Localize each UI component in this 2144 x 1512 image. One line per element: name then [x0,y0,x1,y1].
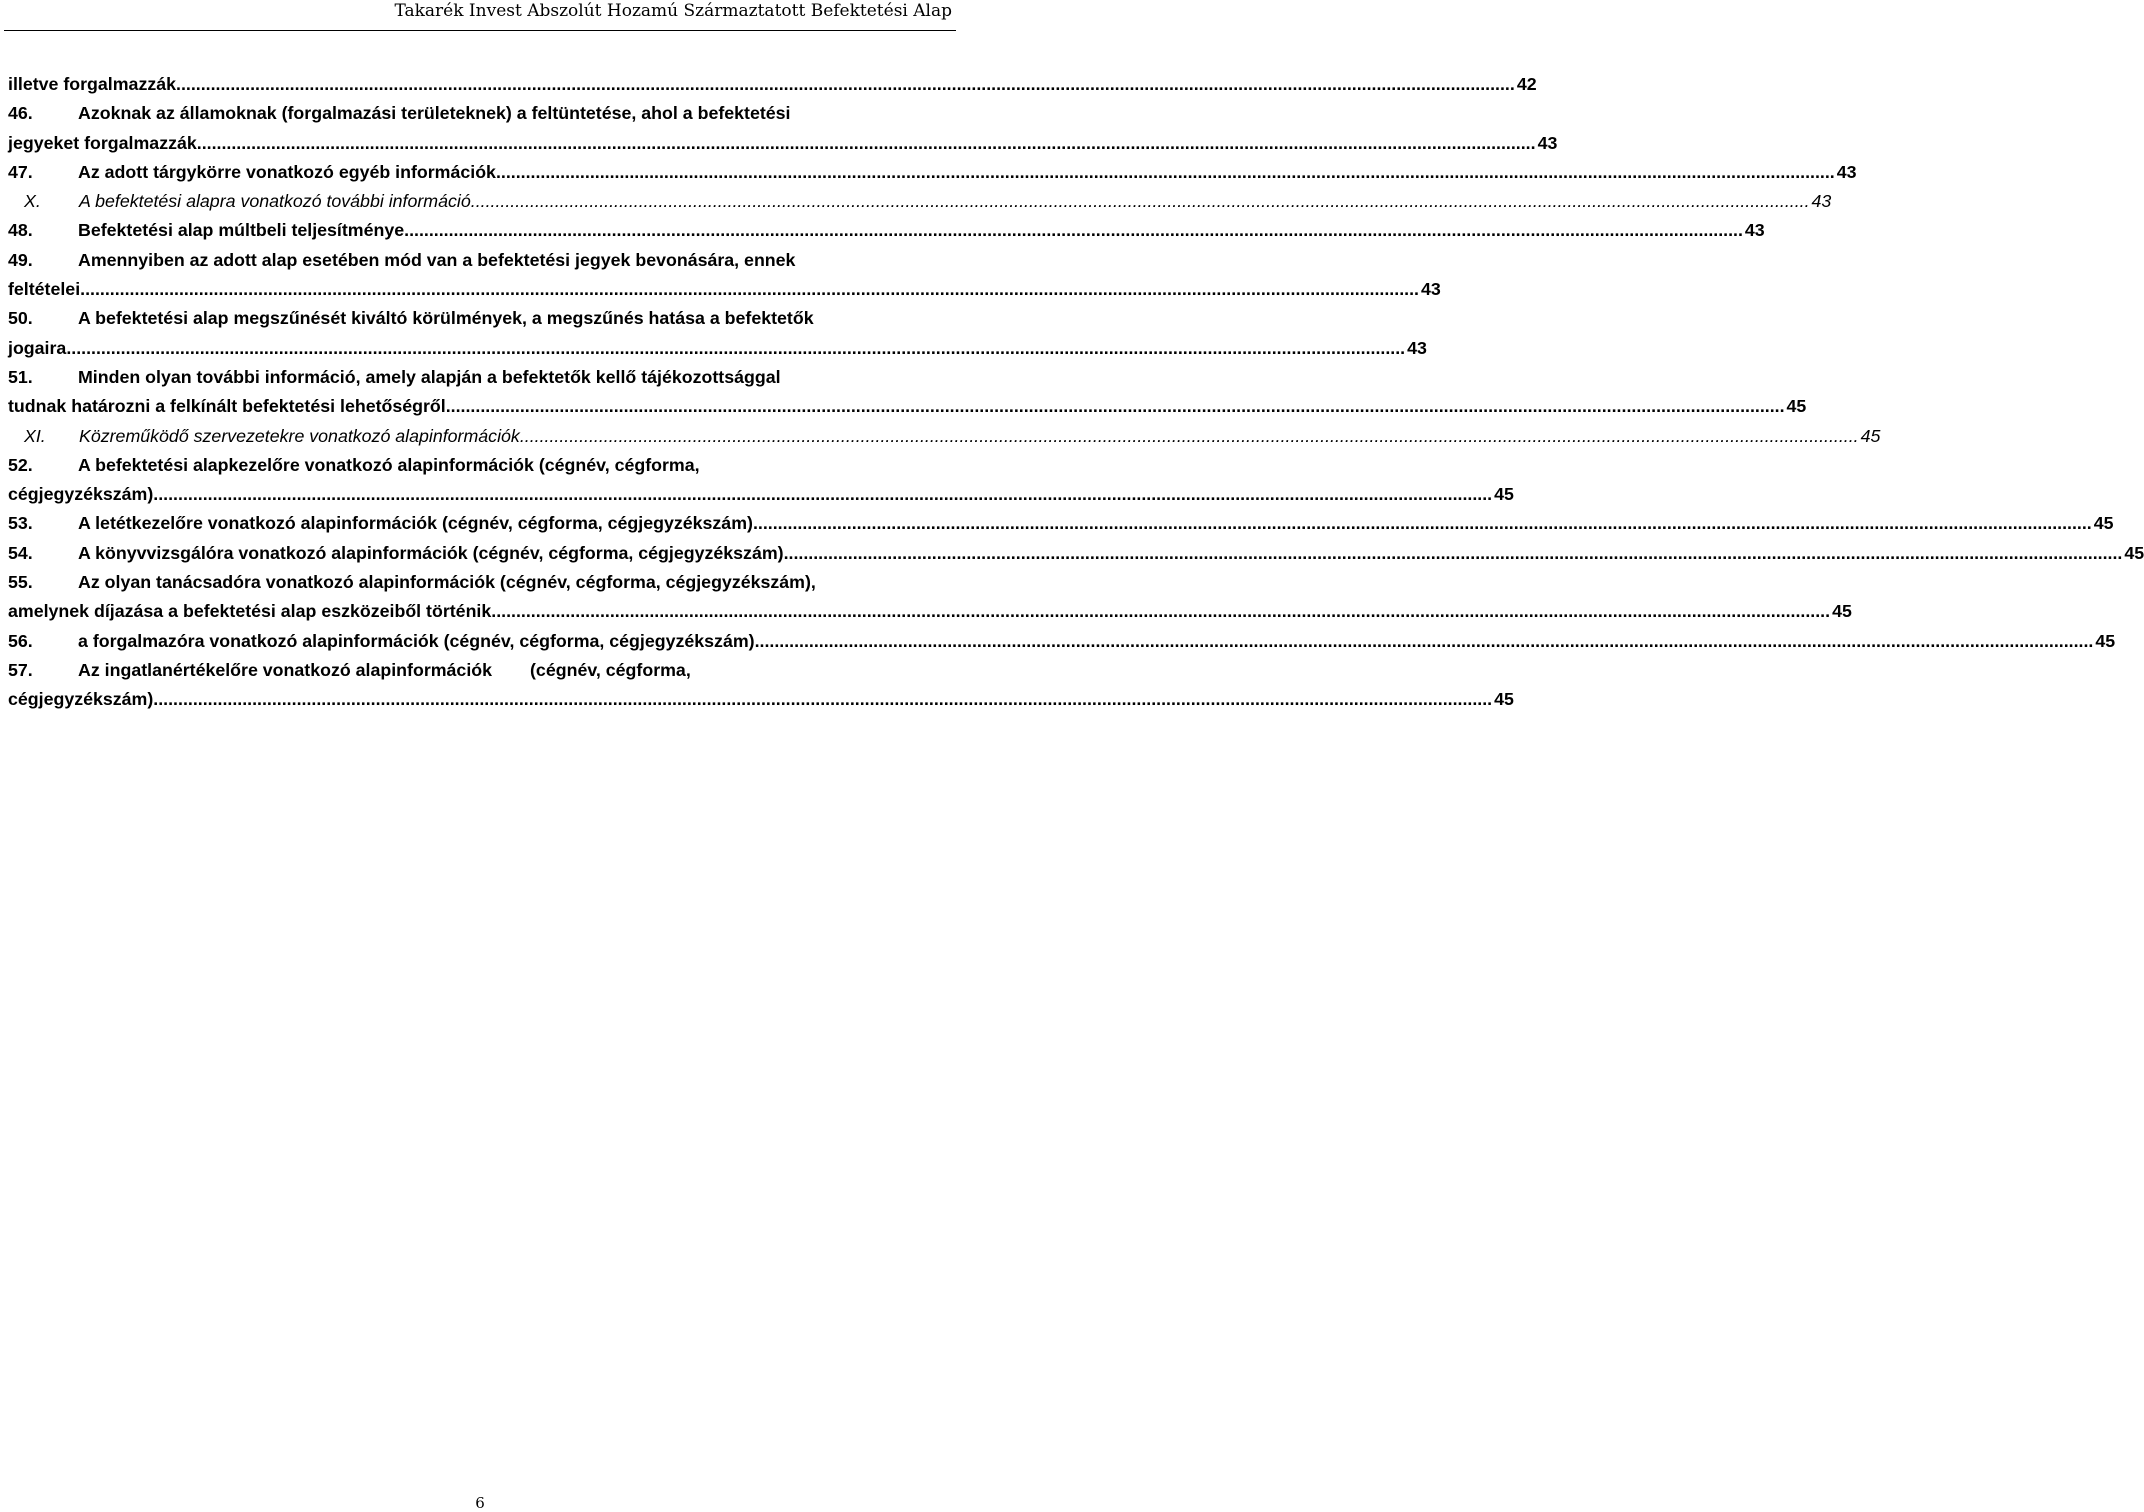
toc-entry-46[interactable] [8,99,952,128]
toc-entry-text: cégjegyzékszám) [8,484,154,505]
toc-entry-49-line2[interactable] [8,275,1441,304]
toc-leader-dots: ............................................................................................................................................................................................................................................................................... [752,513,2092,534]
toc-leader-dots: ............................................................................................................................................................................................................................................................................... [196,132,1536,153]
toc-leader-dots: ............................................................................................................................................................................................................................................................................... [783,542,2123,563]
page-header [0,0,960,44]
toc-section-text: Közreműködő szervezetekre vonatkozó alapinformációk [79,425,520,446]
toc-leader-dots: ............................................................................................................................................................................................................................................................................... [519,425,1859,446]
toc-entry-50-line2[interactable] [8,334,1427,363]
toc-page-number: 45 [2093,513,2114,534]
toc-entry-52-line2[interactable] [8,480,1514,509]
toc-page-number: 43 [1811,191,1832,212]
page-number: 6 [475,1494,485,1512]
toc-entry-text: illetve forgalmazzák [8,74,177,94]
toc-entry-57[interactable] [8,656,952,685]
toc-leader-dots: ............................................................................................................................................................................................................................................................................... [66,337,1406,358]
toc-entry-text: Amennyiben az adott alap esetében mód van a befektetési jegyek bevonására, ennek [78,249,796,270]
toc-page-number: 43 [1744,220,1765,241]
toc-page-number: 45 [1494,484,1514,505]
toc-leader-dots: ............................................................................................................................................................................................................................................................................... [445,396,1785,417]
toc-entry-48[interactable] [8,216,1765,245]
toc-leader-dots: ............................................................................................................................................................................................................................................................................... [495,161,1835,182]
toc-entry-47[interactable] [8,158,1857,187]
toc-entry-53[interactable] [8,509,2114,538]
toc-entry-number: 55. [8,572,33,593]
toc-entry-text-suffix: (cégnév, cégforma, [530,659,691,680]
toc-leader-dots: ............................................................................................................................................................................................................................................................................... [153,484,1493,505]
toc-section-number: X. [24,191,41,212]
toc-leader-dots: ............................................................................................................................................................................................................................................................................... [80,279,1419,300]
toc-page-number: 45 [1494,689,1514,710]
toc-entry-text: Befektetési alap múltbeli teljesítménye [78,220,405,241]
toc-page-number: 45 [2095,630,2116,651]
toc-entry-text: Azoknak az államoknak (forgalmazási területeknek) a feltüntetése, ahol a befektetési [78,103,791,124]
toc-page-number: 43 [1836,161,1857,182]
toc-entry-54[interactable] [8,539,2144,568]
toc-entry-number: 50. [8,308,33,329]
table-of-contents [8,70,2144,715]
toc-page-number: 43 [1420,279,1441,300]
toc-section-number: XI. [24,425,46,446]
toc-section-X[interactable] [8,187,1832,216]
toc-entry-52[interactable] [8,451,952,480]
toc-entry-55[interactable] [8,568,952,597]
toc-entry-number: 49. [8,249,33,270]
toc-entry-number: 54. [8,542,33,563]
toc-entry-text: amelynek díjazása a befektetési alap eszközeiből történik [8,601,492,622]
toc-entry-49[interactable] [8,246,952,275]
toc-entry-number: 46. [8,103,33,124]
toc-page-number: 43 [1537,132,1558,153]
toc-entry-text: Az adott tárgykörre vonatkozó egyéb információk [78,161,496,182]
toc-entry-text: Minden olyan további információ, amely alapján a befektetők kellő tájékozottsággal [78,366,781,387]
toc-entry-45-continuation[interactable] [8,70,1537,99]
toc-leader-dots: ............................................................................................................................................................................................................................................................................... [176,74,1515,94]
toc-entry-number: 47. [8,161,33,182]
toc-entry-text: A befektetési alapkezelőre vonatkozó alapinformációk (cégnév, cégforma, [78,454,700,475]
toc-leader-dots: ............................................................................................................................................................................................................................................................................... [404,220,1743,241]
toc-entry-text: A könyvvizsgálóra vonatkozó alapinformációk (cégnév, cégforma, cégjegyzékszám) [78,542,784,563]
toc-leader-dots: ............................................................................................................................................................................................................................................................................... [754,630,2094,651]
toc-entry-number: 56. [8,630,33,651]
header-divider [4,30,956,31]
toc-entry-text: feltételei [8,279,81,300]
toc-entry-text: jegyeket forgalmazzák [8,132,197,153]
toc-entry-text: A befektetési alap megszűnését kiváltó körülmények, a megszűnés hatása a befektetők [78,308,814,329]
toc-section-text: A befektetési alapra vonatkozó további információ [79,191,471,212]
toc-entry-number: 51. [8,366,33,387]
toc-page-number: 45 [1786,396,1807,417]
toc-entry-text: A letétkezelőre vonatkozó alapinformációk (cégnév, cégforma, cégjegyzékszám) [78,513,753,534]
toc-entry-number: 52. [8,454,33,475]
toc-page-number: 42 [1516,74,1537,94]
toc-entry-50[interactable] [8,304,952,333]
toc-entry-56[interactable] [8,627,2116,656]
toc-entry-57-line2[interactable] [8,685,1514,714]
toc-entry-number: 53. [8,513,33,534]
toc-entry-51[interactable] [8,363,952,392]
toc-entry-text: a forgalmazóra vonatkozó alapinformációk (cégnév, cégforma, cégjegyzékszám) [78,630,755,651]
toc-page-number: 45 [1860,425,1881,446]
toc-leader-dots: ............................................................................................................................................................................................................................................................................... [491,601,1831,622]
toc-leader-dots: ............................................................................................................................................................................................................................................................................... [153,689,1493,710]
toc-page-number: 43 [1407,337,1427,358]
toc-entry-text: Az ingatlanértékelőre vonatkozó alapinformációk [78,659,493,680]
toc-entry-46-line2[interactable] [8,129,1558,158]
toc-leader-dots: ............................................................................................................................................................................................................................................................................... [470,191,1810,212]
toc-entry-text: cégjegyzékszám) [8,689,154,710]
toc-entry-text: tudnak határozni a felkínált befektetési lehetőségről [8,396,446,417]
toc-page-number: 45 [2124,542,2144,563]
toc-entry-text: jogaira [8,337,67,358]
toc-entry-text: Az olyan tanácsadóra vonatkozó alapinformációk (cégnév, cégforma, cégjegyzékszám), [78,572,816,593]
document-title: Takarék Invest Abszolút Hozamú Származtatott Befektetési Alap [394,1,952,21]
toc-page-number: 45 [1832,601,1852,622]
toc-entry-number: 57. [8,659,33,680]
toc-entry-55-line2[interactable] [8,597,1852,626]
toc-section-XI[interactable] [8,422,1881,451]
toc-entry-number: 48. [8,220,33,241]
toc-entry-51-line2[interactable] [8,392,1807,421]
